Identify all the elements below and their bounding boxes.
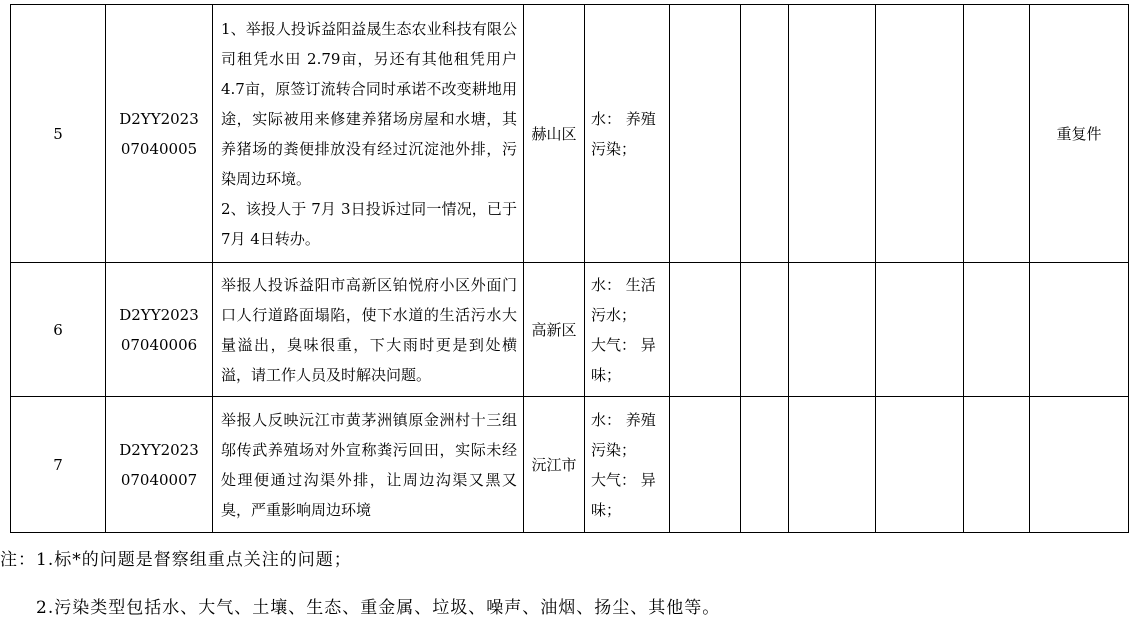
case-code-line1: D2YY2023 (119, 109, 199, 128)
empty-cell (789, 263, 876, 397)
case-code-line2: 07040007 (120, 470, 198, 489)
case-code-line2: 07040006 (120, 335, 198, 354)
complaint-content (213, 263, 524, 397)
empty-cell (670, 5, 741, 263)
table-row (11, 397, 1129, 533)
empty-cell (741, 263, 789, 397)
pollution-type (585, 5, 670, 263)
empty-cell (876, 263, 964, 397)
row-number: 6 (11, 263, 106, 397)
empty-cell (964, 263, 1030, 397)
case-code (106, 397, 213, 533)
empty-cell (789, 397, 876, 533)
pollution-type (585, 263, 670, 397)
remark-cell (1030, 263, 1129, 397)
empty-cell (670, 397, 741, 533)
empty-cell (964, 5, 1030, 263)
administrative-area: 高新区 (524, 263, 585, 397)
row-number: 7 (11, 397, 106, 533)
row-number: 5 (11, 5, 106, 263)
pollution-type-item: 大气： 异味； (591, 470, 656, 519)
empty-cell (876, 5, 964, 263)
empty-cell (741, 5, 789, 263)
content-paragraph: 举报人反映沅江市黄茅洲镇原金洲村十三组邬传武养殖场对外宣称粪污回田，实际未经处理便通过沟渠外排，让周边沟渠又黑又臭，严重影响周边环境 (221, 410, 517, 519)
remark-cell: 重复件 (1030, 5, 1129, 263)
pollution-type-item: 水： 生活污水； (591, 275, 656, 324)
administrative-area: 赫山区 (524, 5, 585, 263)
case-code (106, 5, 213, 263)
empty-cell (670, 263, 741, 397)
footnote-2: 2.污染类型包括水、大气、土壤、生态、重金属、垃圾、噪声、油烟、扬尘、其他等。 (36, 598, 721, 618)
table-row (11, 263, 1129, 397)
case-code (106, 263, 213, 397)
pollution-type-item: 水： 养殖污染； (591, 410, 656, 459)
empty-cell (964, 397, 1030, 533)
pollution-type-item: 水： 养殖污染； (591, 109, 656, 158)
empty-cell (741, 397, 789, 533)
content-paragraph: 举报人投诉益阳市高新区铂悦府小区外面门口人行道路面塌陷，使下水道的生活污水大量溢出，臭味很重，下大雨时更是到处横溢，请工作人员及时解决问题。 (221, 275, 517, 384)
content-paragraph: 2、该投人于 7月 3日投诉过同一情况，已于 7月 4日转办。 (221, 199, 517, 248)
complaint-content (213, 5, 524, 263)
table-row (11, 5, 1129, 263)
remark-cell (1030, 397, 1129, 533)
case-code-line2: 07040005 (120, 139, 198, 158)
complaint-content (213, 397, 524, 533)
content-paragraph: 1、举报人投诉益阳益晟生态农业科技有限公司租凭水田 2.79亩，另还有其他租凭用户 4.7亩，原签订流转合同时承诺不改变耕地用途，实际被用来修建养猪场房屋和水塘，其养猪场的粪便排放没有经过沉淀池外排，污染周边环境。 (221, 19, 517, 188)
footnote-1: 注：1.标*的问题是督察组重点关注的问题； (0, 550, 352, 570)
pollution-type (585, 397, 670, 533)
case-code-line1: D2YY2023 (119, 440, 199, 459)
case-code-line1: D2YY2023 (119, 305, 199, 324)
administrative-area: 沅江市 (524, 397, 585, 533)
complaint-table (10, 4, 1129, 533)
empty-cell (789, 5, 876, 263)
empty-cell (876, 397, 964, 533)
pollution-type-item: 大气： 异味； (591, 335, 656, 384)
